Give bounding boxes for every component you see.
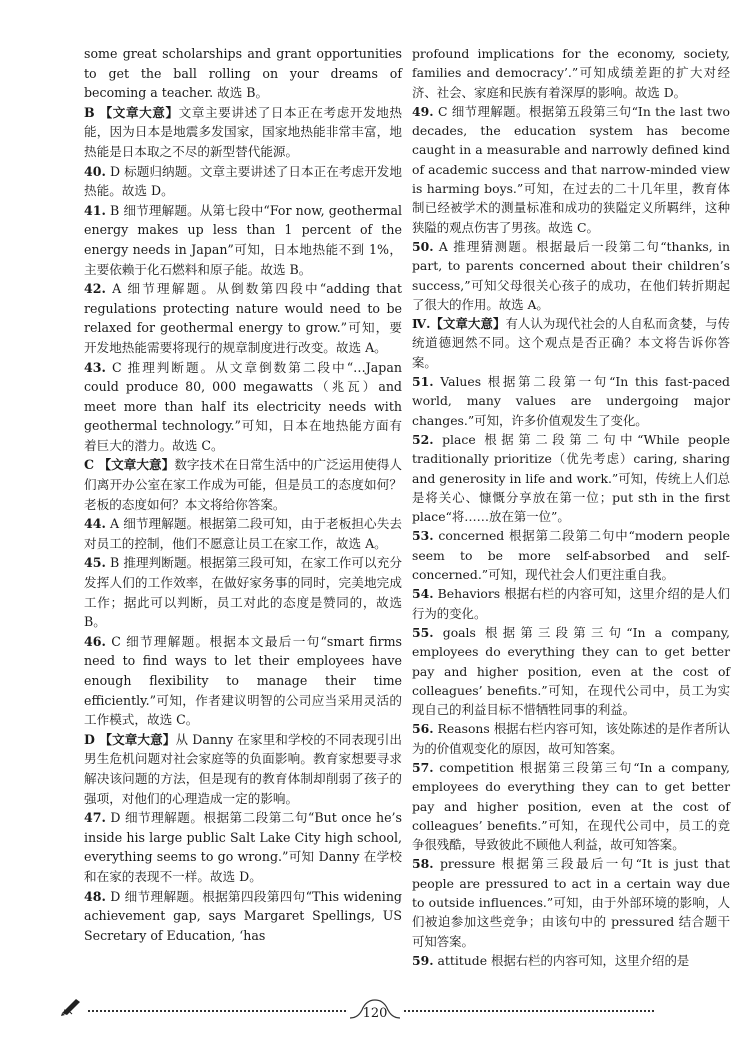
item-number: 54.: [412, 586, 434, 602]
left-paragraph: 47. D 细节理解题。根据第二段第二句“But once he’s inside his large public Salt Lake City high school, everything seems to go wrong.”可知 Danny 在学校和在家的表现不一样。故选 D。: [84, 810, 402, 884]
page-footer: [0, 990, 750, 1030]
page-number: [348, 996, 402, 1024]
right-paragraph: 52. place 根据第二段第二句中“While people traditionally prioritize（优先考虑）caring, sharing and generosity in life and work.”可知，传统上人们总是将关心、慷慨分享放在第一位；put sth in the first place“将……放在第一位”。: [412, 431, 730, 525]
item-number: 57.: [412, 759, 434, 775]
right-paragraph: 51. Values 根据第二段第一句“In this fast-paced world, many values are undergoing major changes.”可知，许多价值观发生了变化。: [412, 374, 730, 428]
left-paragraph: 46. C 细节理解题。根据本文最后一句“smart firms need to find ways to let their employees have enough flexibility to manage their time efficiently.”可知，作者建议明智的公司应当采用灵活的工作模式，故选 C。: [84, 633, 402, 728]
left-paragraph: 42. A 细节理解题。从倒数第四段中“adding that regulations protecting nature would need to be relaxed for geothermal energy to grow.”可知，要开发地热能需要将现行的规章制度进行改变。故选 A。: [84, 281, 402, 355]
item-number: 52.: [412, 431, 434, 447]
item-number: 47.: [84, 810, 106, 826]
item-number: 50.: [412, 238, 434, 254]
item-number: 49.: [412, 103, 434, 119]
right-paragraph: 56. Reasons 根据右栏内容可知，该处陈述的是作者所认为的价值观变化的原因，故可知答案。: [412, 721, 730, 756]
pen-icon: [60, 996, 86, 1016]
footer-rule-right: [404, 1010, 654, 1012]
right-paragraph: Ⅳ.【文章大意】有人认为现代社会的人自私而贪婪，与传统道德迥然不同。这个观点是否正确？本文将告诉你答案。: [412, 316, 731, 370]
left-paragraph: 41. B 细节理解题。从第七段中“For now, geothermal energy makes up less than 1 percent of the energy needs in Japan”可知，日本地热能不到 1%，主要依赖于化石燃料和原子能。故选 B。: [84, 202, 402, 277]
left-paragraph: 43. C 推理判断题。从文章倒数第二段中“…Japan could produce 80, 000 megawatts（兆瓦）and meet more than half its electricity needs with geothermal technology.”可知，日本在地热能方面有着巨大的潜力。故选 C。: [84, 359, 402, 453]
item-number: 59.: [412, 952, 434, 968]
item-number: Ⅳ.【文章大意】: [412, 316, 506, 332]
right-paragraph: profound implications for the economy, society, families and democracy’.”可知成绩差距的扩大对经济、社会、家庭和民族有着深厚的影响。故选 D。: [412, 46, 730, 100]
item-number: 43.: [84, 359, 106, 375]
right-column: [412, 44, 730, 970]
item-number: 46.: [84, 633, 106, 649]
item-number: 44.: [84, 516, 106, 532]
right-paragraph: 58. pressure 根据第三段最后一句“It is just that people are pressured to act in a certain way due to outside influences.”可知，由于外部环境的影响，人们被迫参加这些竞争；由该句中的 pressured 结合题干可知答案。: [412, 856, 730, 949]
left-paragraph: 45. B 推理判断题。根据第三段可知，在家工作可以充分发挥人们的工作效率，在做好家务事的同时，完美地完成工作；据此可以判断，员工对此的态度是赞同的，故选 B。: [84, 555, 402, 630]
right-paragraph: 59. attitude 根据右栏的内容可知，这里介绍的是: [412, 952, 690, 968]
right-paragraph: 57. competition 根据第三段第三句“In a company, employees do everything they can to get better pay and higher position, even at the cost of colleagues’ benefits.”可知，在现代公司中，员工的竞争很残酷，导致彼此不顾他人利益，故可知答案。: [412, 759, 730, 853]
left-paragraph: B 【文章大意】文章主要讲述了日本正在考虑开发地热能，因为日本是地震多发国家，国家地热能非常丰富，地热能是日本取之不尽的新型替代能源。: [84, 104, 403, 159]
item-number: 53.: [412, 528, 434, 544]
left-paragraph: some great scholarships and grant opportunities to get the ball rolling on your dreams of becoming a teacher. 故选 B。: [84, 46, 402, 101]
right-paragraph: 54. Behaviors 根据右栏的内容可知，这里介绍的是人们行为的变化。: [412, 586, 730, 621]
left-paragraph: 48. D 细节理解题。根据第四段第四句“This widening achievement gap, says Margaret Spellings, US Secretary of Education, ‘has: [84, 888, 402, 943]
right-paragraph: 55. goals 根据第三段第三句“In a company, employees do everything they can to get better pay and higher position, even at the cost of colleagues’ benefits.”可知，在现代公司中，员工为实现自己的利益目标不惜牺牲同事的利益。: [412, 624, 730, 718]
right-paragraph: 49. C 细节理解题。根据第五段第三句“In the last two decades, the education system has become caught in a measurable and narrowly defined kind of academic success and that narrow-minded view is harming boys.”可知，在过去的二十几年里，教育体制已经被学术的测量标准和成功的狭隘定义所羁绊，这种狭隘的观点伤害了男孩。故选 C。: [412, 103, 730, 235]
item-number: 55.: [412, 624, 434, 640]
item-number: 41.: [84, 202, 106, 218]
item-number: 48.: [84, 888, 106, 904]
item-number: 42.: [84, 281, 106, 297]
item-number: 51.: [412, 374, 434, 390]
item-number: D 【文章大意】: [84, 731, 176, 747]
left-paragraph: C 【文章大意】数字技术在日常生活中的广泛运用使得人们离开办公室在家工作成为可能，但是员工的态度如何？老板的态度如何？本文将给你答案。: [84, 457, 402, 512]
left-paragraph: 40. D 标题归纳题。文章主要讲述了日本正在考虑开发地热能。故选 D。: [84, 163, 402, 199]
item-number: C 【文章大意】: [84, 457, 175, 473]
footer-rule-left: [88, 1010, 346, 1012]
item-number: 45.: [84, 555, 106, 571]
item-number: 58.: [412, 856, 434, 872]
item-number: 40.: [84, 163, 106, 179]
right-paragraph: 50. A 推理猜测题。根据最后一段第二句“thanks, in part, to parents concerned about their children’s success,”可知父母很关心孩子的成功，在他们转折期起了很大的作用。故选 A。: [412, 238, 730, 312]
item-number: B 【文章大意】: [84, 104, 179, 120]
right-paragraph: 53. concerned 根据第二段第二句中“modern people seem to be more self-absorbed and self-concerned.”可知，现代社会人们更注重自我。: [412, 528, 730, 583]
left-paragraph: 44. A 细节理解题。根据第二段可知，由于老板担心失去对员工的控制，他们不愿意让员工在家工作，故选 A。: [84, 516, 402, 551]
left-column: [84, 44, 402, 945]
left-paragraph: D 【文章大意】从 Danny 在家里和学校的不同表现引出男生危机问题对社会家庭等的负面影响。教育家想要寻求解决该问题的方法，但是现有的教育体制却削弱了孩子的强项，对他们的心理造成一定的影响。: [84, 731, 402, 806]
page-number-text: 120: [362, 1006, 388, 1021]
item-number: 56.: [412, 721, 434, 737]
